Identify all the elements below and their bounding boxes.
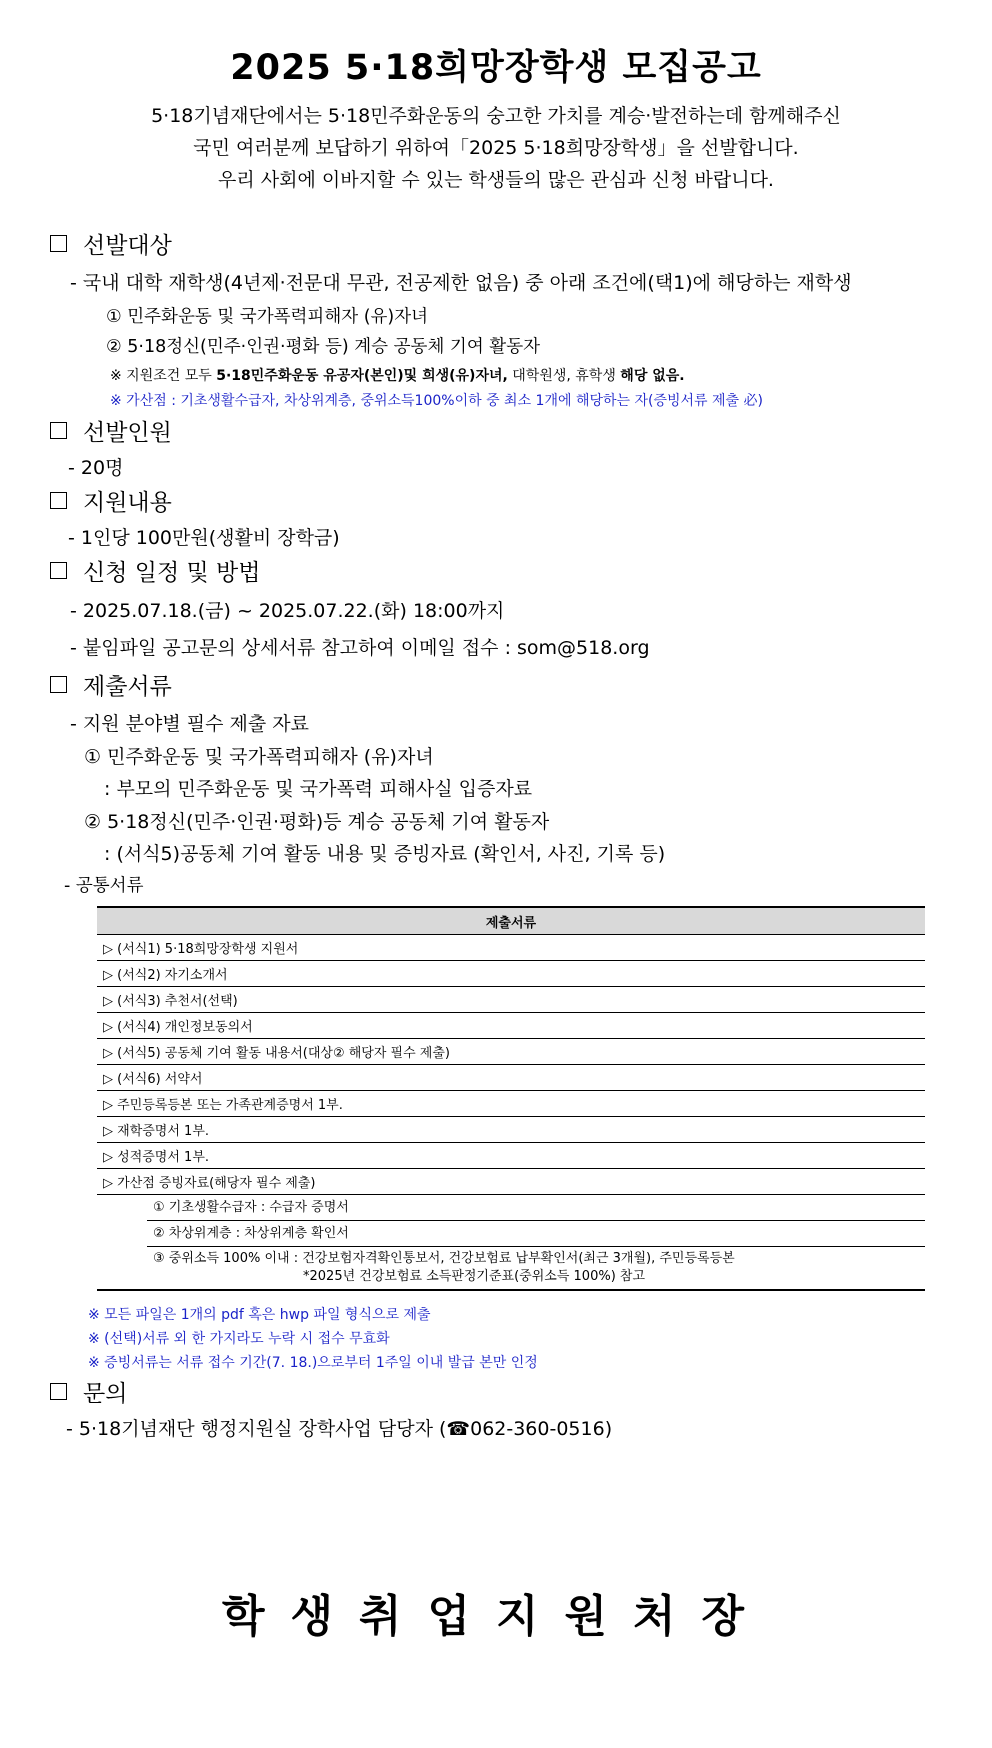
checkbox-icon bbox=[50, 422, 67, 439]
checkbox-icon bbox=[50, 1383, 67, 1400]
section-docs bbox=[50, 668, 172, 701]
target-note-2: ※ 가산점 : 기초생활수급자, 차상위계층, 중위소득100%이하 중 최소 1개에 해당하는 자(증빙서류 제출 必) bbox=[110, 393, 763, 409]
section-heading: 지원내용 bbox=[83, 490, 172, 516]
table-subrow: ② 차상위계층 : 차상위계층 확인서 bbox=[97, 1221, 925, 1247]
docs-common: - 공통서류 bbox=[64, 876, 144, 896]
table-row: ▷ (서식5) 공동체 기여 활동 내용서(대상② 해당자 필수 제출) bbox=[97, 1039, 925, 1065]
docs-note: ※ 모든 파일은 1개의 pdf 혹은 hwp 파일 형식으로 제출 bbox=[88, 1307, 431, 1323]
docs-item-1-desc: : 부모의 민주화운동 및 국가폭력 피해사실 입증자료 bbox=[104, 778, 533, 800]
table-row: ▷ 주민등록등본 또는 가족관계증명서 1부. bbox=[97, 1091, 925, 1117]
checkbox-icon bbox=[50, 235, 67, 252]
intro-line-3: 우리 사회에 이바지할 수 있는 학생들의 많은 관심과 신청 바랍니다. bbox=[218, 169, 774, 191]
section-heading: 문의 bbox=[83, 1381, 128, 1407]
intro-line-2: 국민 여러분께 보답하기 위하여「2025 5·18희망장학생」을 선발합니다. bbox=[193, 137, 799, 159]
section-target bbox=[50, 227, 172, 260]
table-row: ▷ (서식2) 자기소개서 bbox=[97, 961, 925, 987]
section-heading: 선발대상 bbox=[83, 233, 172, 259]
schedule-dates: - 2025.07.18.(금) ~ 2025.07.22.(화) 18:00까지 bbox=[70, 600, 505, 622]
count-value: - 20명 bbox=[68, 457, 124, 479]
checkbox-icon bbox=[50, 492, 67, 509]
checkbox-icon bbox=[50, 676, 67, 693]
section-heading: 신청 일정 및 방법 bbox=[83, 560, 261, 586]
section-count bbox=[50, 414, 172, 447]
target-note-1: ※ 지원조건 모두 5·18민주화운동 유공자(본인)및 희생(유)자녀, 대학원생, 휴학생 해당 없음. bbox=[110, 368, 685, 384]
docs-table bbox=[97, 906, 925, 1291]
table-row: ▷ (서식1) 5·18희망장학생 지원서 bbox=[97, 935, 925, 961]
table-row: ▷ 성적증명서 1부. bbox=[97, 1143, 925, 1169]
target-item-2: ② 5·18정신(민주·인권·평화 등) 계승 공동체 기여 활동자 bbox=[106, 337, 541, 357]
docs-item-1: ① 민주화운동 및 국가폭력피해자 (유)자녀 bbox=[84, 746, 434, 768]
contact-value: - 5·18기념재단 행정지원실 장학사업 담당자 (☎062-360-0516) bbox=[66, 1418, 613, 1440]
docs-note: ※ 증빙서류는 서류 접수 기간(7. 18.)으로부터 1주일 이내 발급 본만 인정 bbox=[88, 1355, 538, 1371]
docs-line: - 지원 분야별 필수 제출 자료 bbox=[70, 713, 309, 735]
section-heading: 제출서류 bbox=[83, 674, 172, 700]
page-title: 2025 5·18희망장학생 모집공고 bbox=[230, 48, 762, 88]
docs-item-2-desc: : (서식5)공동체 기여 활동 내용 및 증빙자료 (확인서, 사진, 기록 등) bbox=[104, 843, 666, 865]
support-value: - 1인당 100만원(생활비 장학금) bbox=[68, 527, 340, 549]
checkbox-icon bbox=[50, 562, 67, 579]
section-schedule bbox=[50, 554, 260, 587]
section-heading: 선발인원 bbox=[83, 420, 172, 446]
section-support bbox=[50, 484, 172, 517]
table-row: ▷ (서식4) 개인정보동의서 bbox=[97, 1013, 925, 1039]
docs-item-2: ② 5·18정신(민주·인권·평화)등 계승 공동체 기여 활동자 bbox=[84, 811, 550, 833]
table-subrow: ③ 중위소득 100% 이내 : 건강보험자격확인통보서, 건강보험료 납부확인서(최근 3개월), 주민등록등본 *2025년 건강보험료 소득판정기준표(중위소득 100%) 참고 bbox=[97, 1247, 925, 1290]
intro-line-1: 5·18기념재단에서는 5·18민주화운동의 숭고한 가치를 계승·발전하는데 함께해주신 bbox=[151, 105, 841, 127]
table-row: ▷ (서식6) 서약서 bbox=[97, 1065, 925, 1091]
target-item-1: ① 민주화운동 및 국가폭력피해자 (유)자녀 bbox=[106, 307, 429, 327]
table-row: ▷ 재학증명서 1부. bbox=[97, 1117, 925, 1143]
footer-signature: 학생취업지원처장 bbox=[221, 1591, 771, 1642]
table-subrow: ① 기초생활수급자 : 수급자 증명서 bbox=[97, 1195, 925, 1222]
table-row: ▷ (서식3) 추천서(선택) bbox=[97, 987, 925, 1013]
table-row: ▷ 가산점 증빙자료(해당자 필수 제출) bbox=[97, 1169, 925, 1195]
section-contact bbox=[50, 1375, 127, 1408]
docs-note: ※ (선택)서류 외 한 가지라도 누락 시 접수 무효화 bbox=[88, 1331, 390, 1347]
schedule-method: - 붙임파일 공고문의 상세서류 참고하여 이메일 접수 : som@518.org bbox=[70, 637, 650, 659]
target-line: - 국내 대학 재학생(4년제·전문대 무관, 전공제한 없음) 중 아래 조건에(택1)에 해당하는 재학생 bbox=[70, 272, 852, 294]
table-header: 제출서류 bbox=[97, 907, 925, 935]
